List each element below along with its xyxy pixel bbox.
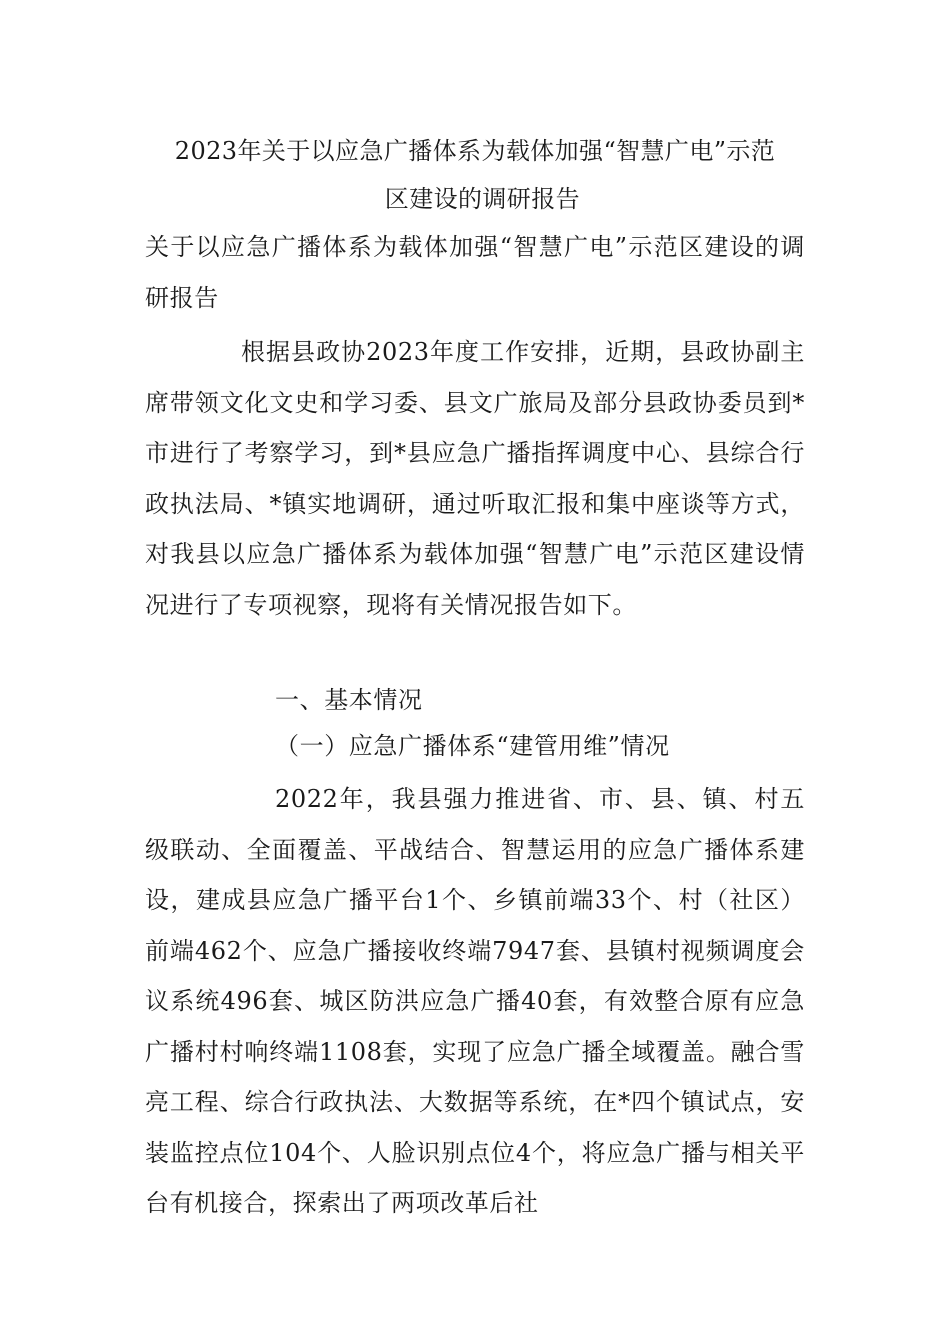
document-subtitle: 关于以应急广播体系为载体加强“智慧广电”示范区建设的调研报告 (145, 233, 805, 312)
paragraph-intro: 根据县政协2023年度工作安排，近期，县政协副主席带领文化文史和学习委、县文广旅局及部分县政协委员到*市进行了考察学习，到*县应急广播指挥调度中心、县综合行政执法局、*镇实地调研，通过听取汇报和集中座谈等方式，对我县以应急广播体系为载体加强“智慧广电”示范区建设情况进行了专项视察，现将有关情况报告如下。 (145, 338, 805, 619)
title-line-1: 2023年关于以应急广播体系为载体加强“智慧广电”示范 (174, 137, 776, 165)
document-title (145, 127, 805, 223)
paragraph-basic-situation: 2022年，我县强力推进省、市、县、镇、村五级联动、全面覆盖、平战结合、智慧运用的应急广播体系建设，建成县应急广播平台1个、乡镇前端33个、村（社区）前端462个、应急广播接收终端7947套、县镇村视频调度会议系统496套、城区防洪应急广播40套，有效整合原有应急广播村村响终端1108套，实现了应急广播全域覆盖。融合雪亮工程、综合行政执法、大数据等系统，在*四个镇试点，安装监控点位104个、人脸识别点位4个，将应急广播与相关平台有机接合，探索出了两项改革后社 (145, 785, 805, 1217)
section-heading: 一、基本情况 (275, 686, 423, 714)
title-line-2: 区建设的调研报告 (384, 185, 580, 213)
subsection-heading: （一）应急广播体系“建管用维”情况 (275, 732, 670, 760)
